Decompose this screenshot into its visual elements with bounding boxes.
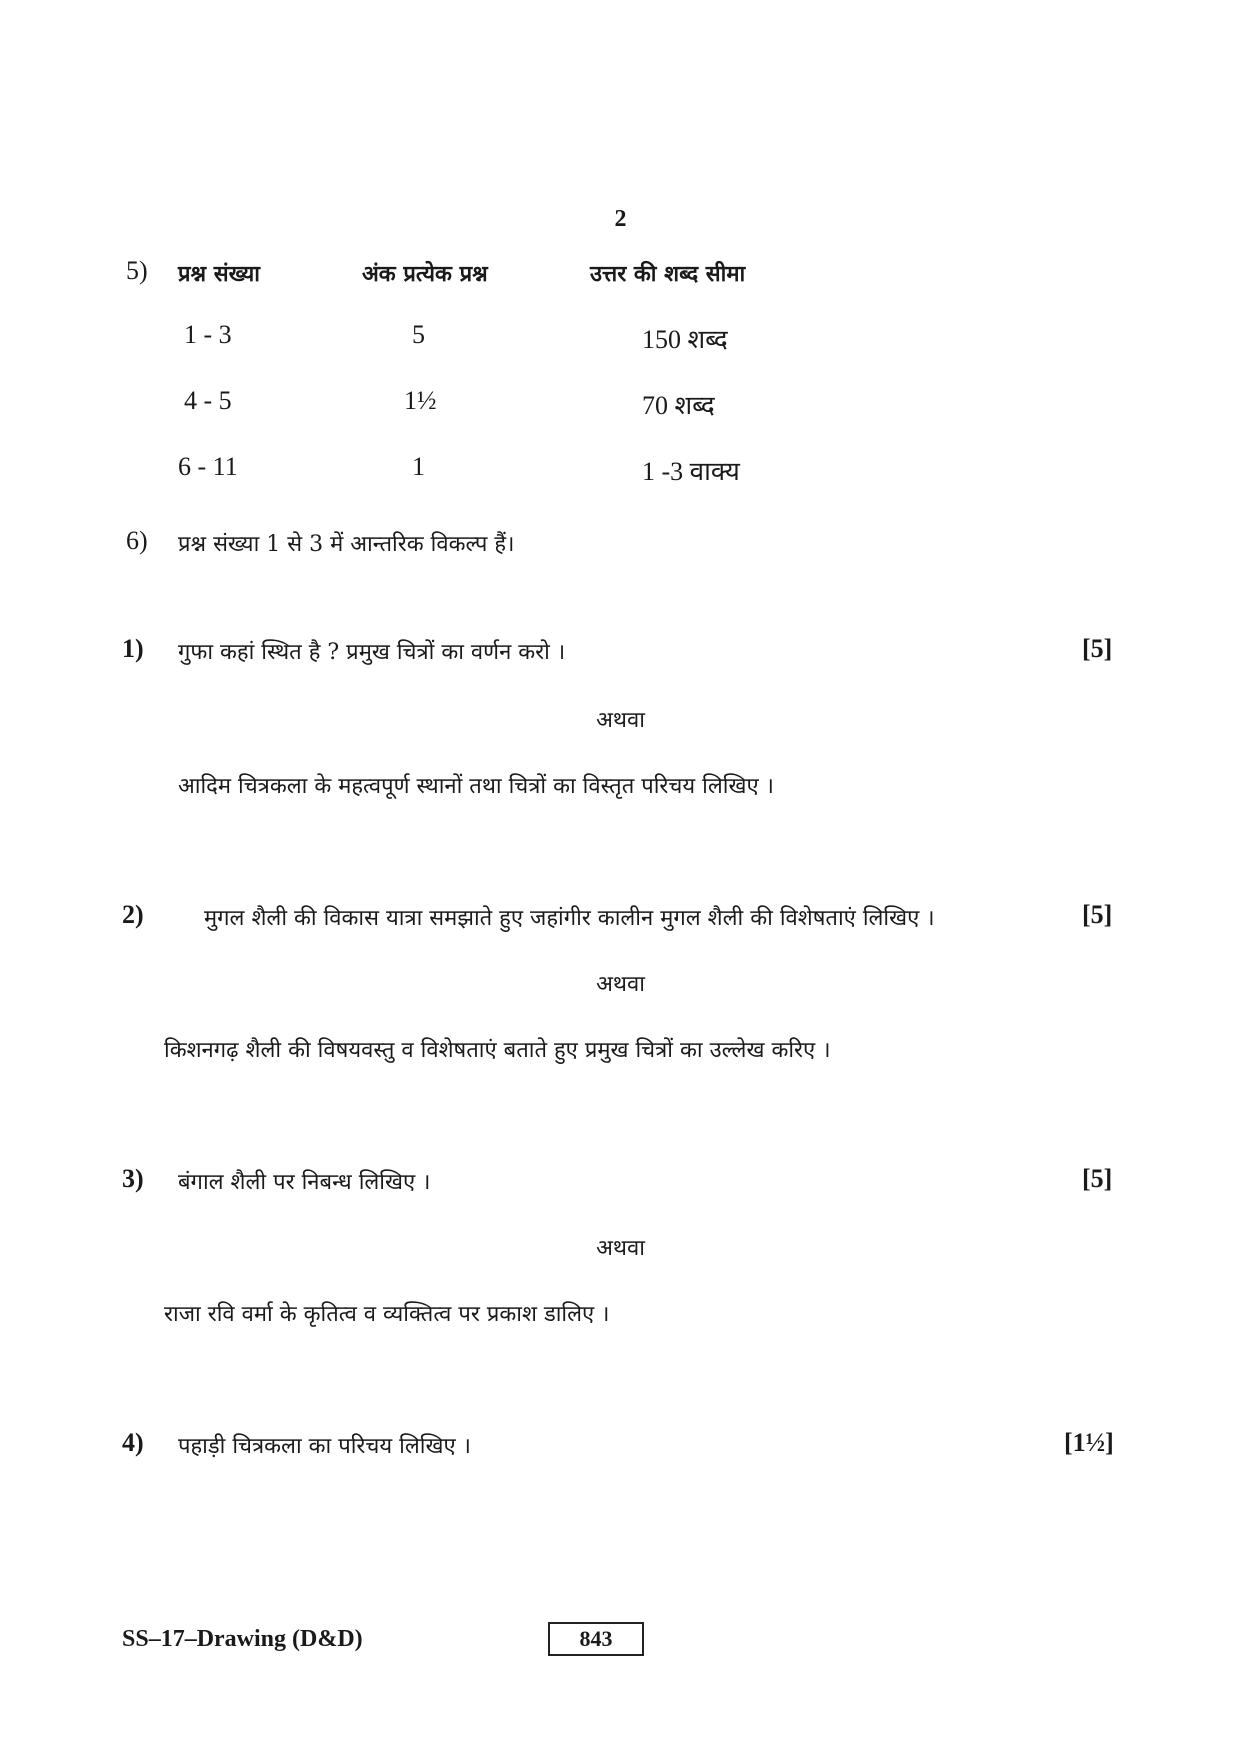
table-cell-range: 1 - 3 bbox=[184, 320, 232, 349]
question-3-alternative: राजा रवि वर्मा के कृतित्व व व्यक्तित्व पर प्रकाश डालिए । bbox=[164, 1302, 610, 1327]
question-4-text: पहाड़ी चित्रकला का परिचय लिखिए । bbox=[178, 1434, 471, 1459]
table-cell-range: 4 - 5 bbox=[184, 386, 232, 415]
question-3-text: बंगाल शैली पर निबन्ध लिखिए । bbox=[178, 1170, 431, 1195]
question-1-or: अथवा bbox=[596, 708, 645, 733]
question-1-alternative: आदिम चित्रकला के महत्वपूर्ण स्थानों तथा चित्रों का विस्तृत परिचय लिखिए । bbox=[178, 774, 774, 799]
table-cell-marks: 1½ bbox=[404, 386, 437, 415]
question-1-text: गुफा कहां स्थित है ? प्रमुख चित्रों का वर्णन करो । bbox=[178, 640, 566, 665]
instruction-6-number: 6) bbox=[126, 526, 148, 555]
footer-paper-code: SS–17–Drawing (D&D) bbox=[122, 1626, 363, 1652]
page-number: 2 bbox=[614, 206, 627, 232]
table-cell-range: 6 - 11 bbox=[178, 452, 238, 481]
table-cell-marks: 1 bbox=[412, 452, 425, 481]
table-cell-limit: 1 -3 वाक्य bbox=[642, 457, 740, 486]
question-2-or: अथवा bbox=[596, 972, 645, 997]
question-4-marks: [1½] bbox=[1064, 1428, 1114, 1457]
question-2-number: 2) bbox=[122, 900, 144, 929]
instruction-5-number: 5) bbox=[126, 256, 148, 285]
table-cell-limit: 150 शब्द bbox=[642, 325, 728, 354]
table-header-word-limit: उत्तर की शब्द सीमा bbox=[590, 261, 746, 287]
question-2-text: मुगल शैली की विकास यात्रा समझाते हुए जहांगीर कालीन मुगल शैली की विशेषताएं लिखिए । bbox=[204, 906, 935, 931]
question-1-number: 1) bbox=[122, 634, 144, 663]
question-4-number: 4) bbox=[122, 1428, 144, 1457]
table-header-marks: अंक प्रत्येक प्रश्न bbox=[362, 261, 488, 287]
question-3-marks: [5] bbox=[1082, 1164, 1113, 1193]
table-header-question-number: प्रश्न संख्या bbox=[178, 261, 260, 287]
question-2-alternative: किशनगढ़ शैली की विषयवस्तु व विशेषताएं बताते हुए प्रमुख चित्रों का उल्लेख करिए । bbox=[164, 1038, 831, 1063]
question-1-marks: [5] bbox=[1082, 634, 1113, 663]
footer-page-box: 843 bbox=[548, 1622, 644, 1656]
question-2-marks: [5] bbox=[1082, 900, 1113, 929]
table-cell-limit: 70 शब्द bbox=[642, 391, 715, 420]
question-3-or: अथवा bbox=[596, 1236, 645, 1261]
question-3-number: 3) bbox=[122, 1164, 144, 1193]
instruction-6-text: प्रश्न संख्या 1 से 3 में आन्तरिक विकल्प हैं। bbox=[178, 532, 515, 557]
table-cell-marks: 5 bbox=[412, 320, 425, 349]
